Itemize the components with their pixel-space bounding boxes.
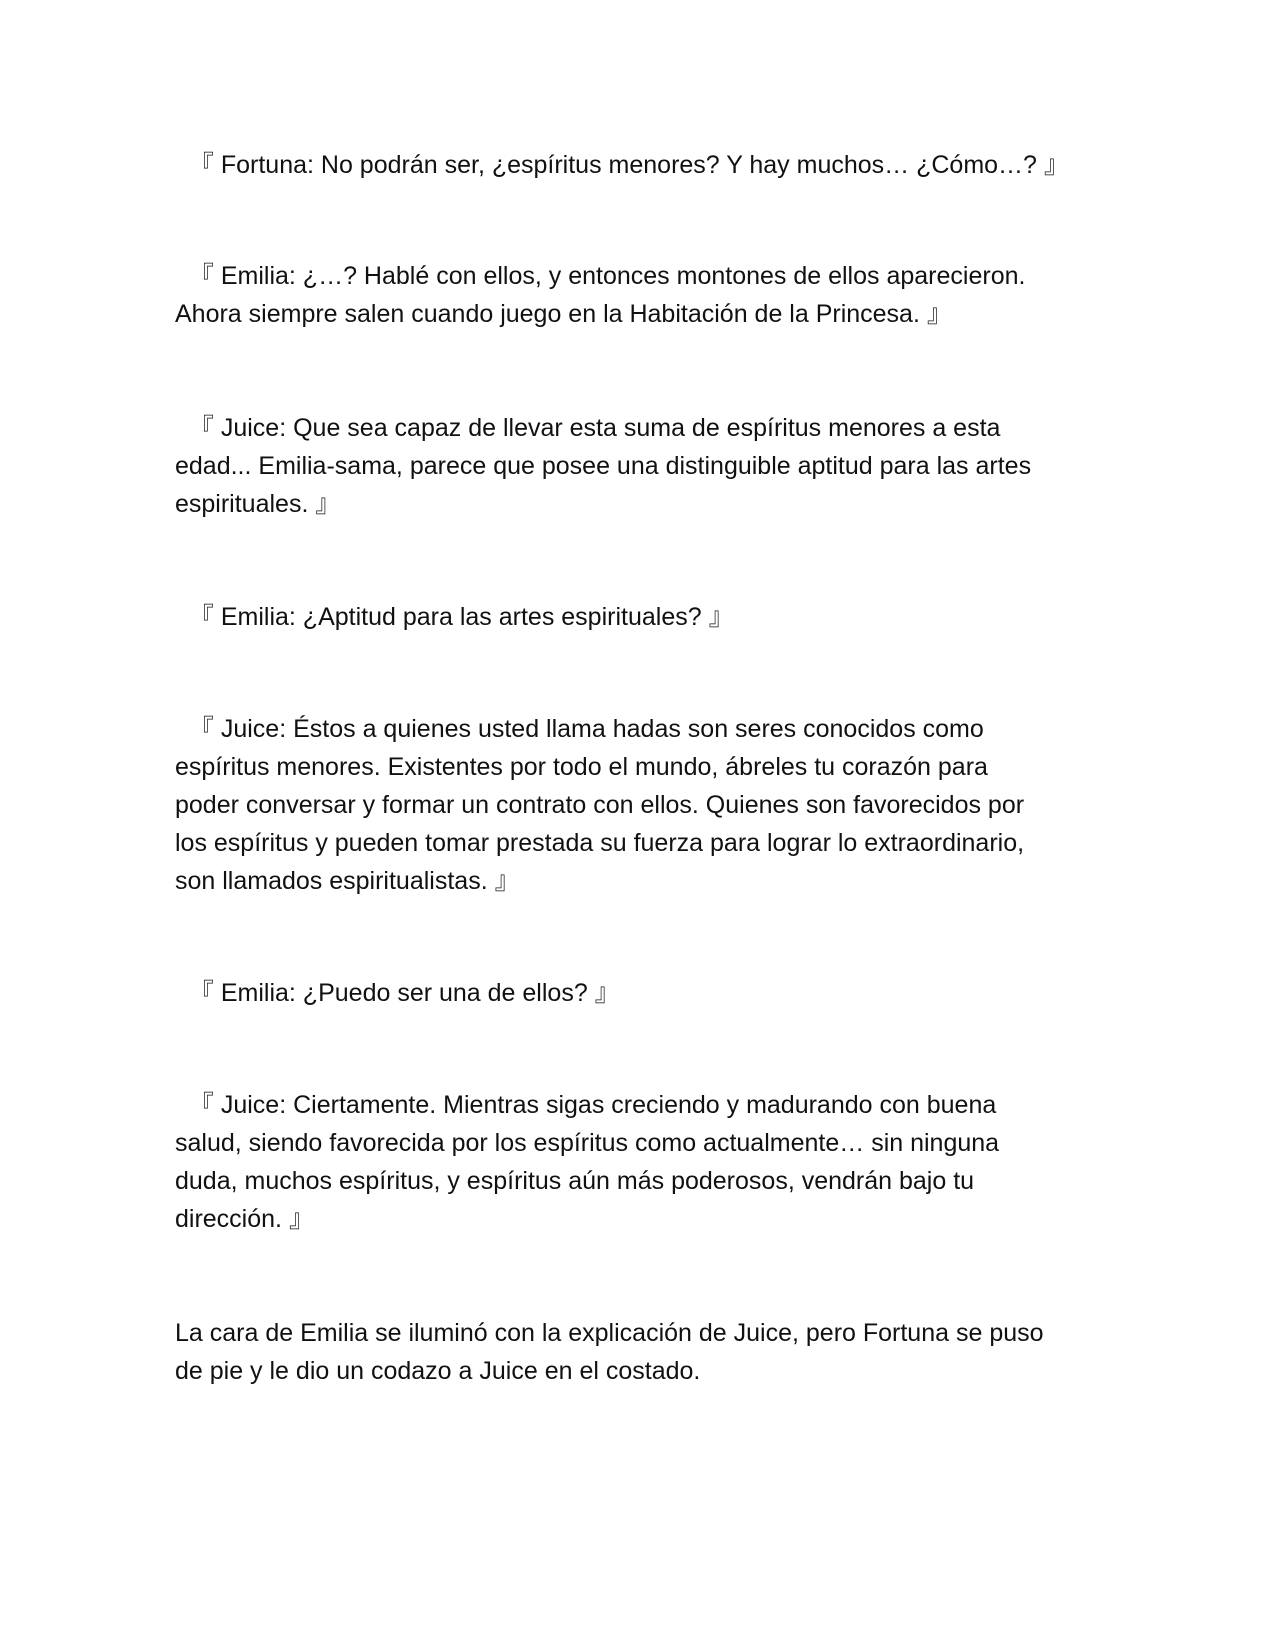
dialogue-emilia-2: 『 Emilia: ¿Aptitud para las artes espirituales? 』 [175,603,734,631]
dialogue-fortuna-1: 『 Fortuna: No podrán ser, ¿espíritus menores? Y hay muchos… ¿Cómo…? 』 [175,151,1069,179]
dialogue-juice-1: 『 Juice: Que sea capaz de llevar esta suma de espíritus menores a esta edad... Emilia-sama, parece que posee una distinguible aptitud para las artes espirituales. 』 [175,414,1032,518]
dialogue-emilia-3: 『 Emilia: ¿Puedo ser una de ellos? 』 [175,979,620,1007]
dialogue-juice-3: 『 Juice: Ciertamente. Mientras sigas creciendo y madurando con buena salud, siendo favorecida por los espíritus como actualmente… sin ninguna duda, muchos espíritus, y espíritus aún más poderosos, vendrán bajo tu dirección. 』 [175,1091,1000,1233]
narration-paragraph: La cara de Emilia se iluminó con la explicación de Juice, pero Fortuna se puso de pie y le dio un codazo a Juice en el costado. [175,1319,1044,1385]
dialogue-juice-2: 『 Juice: Éstos a quienes usted llama hadas son seres conocidos como espíritus menores. Existentes por todo el mundo, ábreles tu corazón para poder conversar y formar un contrato con ellos. Quienes son favorecidos por los espíritus y pueden tomar prestada su fuerza para lograr lo extraordinario, son llamados espiritualistas. 』 [175,715,1025,895]
dialogue-emilia-1: 『 Emilia: ¿…? Hablé con ellos, y entonces montones de ellos aparecieron. Ahora siempre salen cuando juego en la Habitación de la Princesa. 』 [175,262,1026,328]
